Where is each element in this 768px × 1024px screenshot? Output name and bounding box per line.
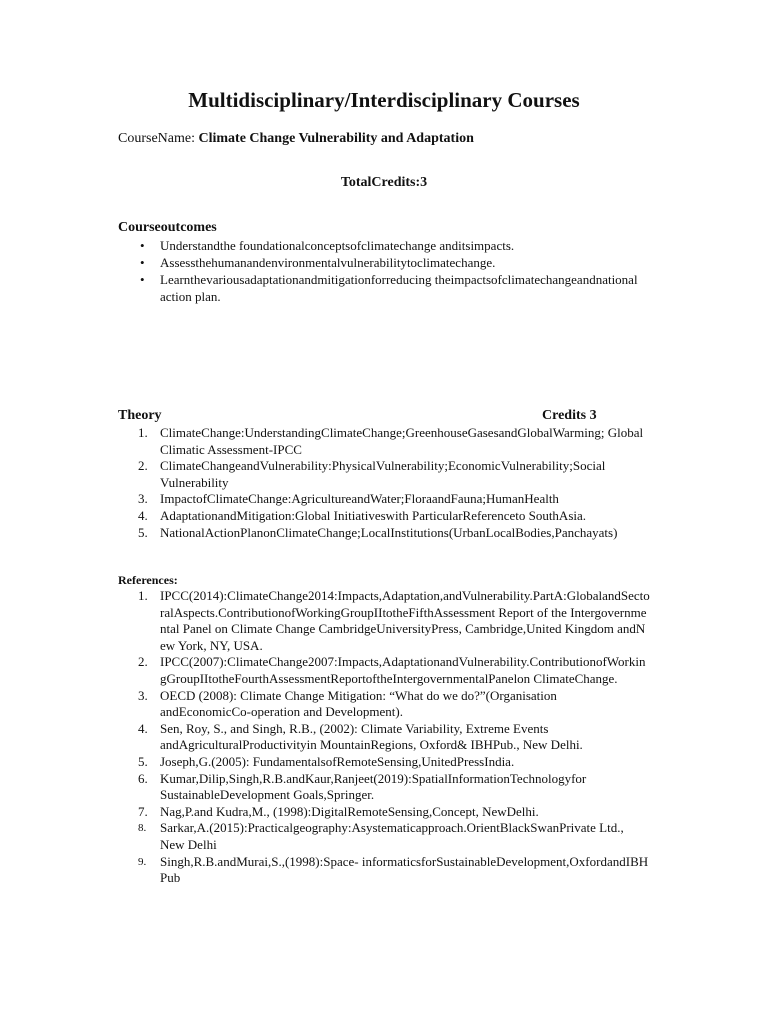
item-number: 6. [138, 770, 148, 786]
item-number: 8. [138, 822, 147, 835]
list-item [118, 458, 650, 491]
theory-list [118, 425, 650, 541]
item-text: NationalActionPlanonClimateChange;LocalInstitutions(UrbanLocalBodies,Panchayats) [160, 524, 618, 540]
item-text: ClimateChangeandVulnerability:PhysicalVulnerability;EconomicVulnerability;Social Vulnerability [160, 458, 606, 490]
theory-heading: Theory [118, 408, 162, 423]
list-item [118, 525, 650, 542]
item-text: Joseph,G.(2005): FundamentalsofRemoteSensing,UnitedPressIndia. [160, 753, 515, 769]
list-item [118, 688, 650, 721]
outcome-text: Understandthe foundationalconceptsofclimatechange anditsimpacts. [160, 238, 515, 253]
theory-credits: Credits 3 [542, 408, 597, 423]
list-item [118, 804, 650, 821]
list-item [118, 237, 650, 254]
item-text: ImpactofClimateChange:AgricultureandWater;FloraandFauna;HumanHealth [160, 491, 559, 507]
list-item [118, 425, 650, 458]
item-text: IPCC(2014):ClimateChange2014:Impacts,Adaptation,andVulnerability.PartA:GlobalandSectoralAspects.ContributionofWorkingGroupIItotheFifthAssessment Report of the Intergovernmental Panel on Climate Change CambridgeUniversityPress, Cambridge,United Kingdom andNew York, NY, USA. [160, 588, 650, 653]
item-text: OECD (2008): Climate Change Mitigation: “What do we do?”(Organisation andEconomicCo-operation and Development). [160, 687, 557, 720]
outcomes-list [118, 237, 650, 305]
item-text: AdaptationandMitigation:Global Initiativeswith ParticularReferenceto SouthAsia. [160, 507, 587, 523]
item-text: ClimateChange:UnderstandingClimateChange;GreenhouseGasesandGlobalWarming; Global Climatic Assessment-IPCC [160, 425, 644, 457]
list-item [118, 854, 650, 887]
outcomes-heading: Courseoutcomes [118, 220, 217, 235]
page-title: Multidisciplinary/Interdisciplinary Courses [188, 88, 580, 112]
list-item [118, 820, 650, 853]
item-number: 5. [138, 524, 148, 540]
list-item [118, 654, 650, 687]
list-item [118, 588, 650, 654]
item-text: Sarkar,A.(2015):Practicalgeography:Asystematicapproach.OrientBlackSwanPrivate Ltd., New Delhi [160, 820, 624, 852]
item-number: 5. [138, 753, 148, 769]
bullet-icon: • [140, 272, 145, 287]
item-text: Nag,P.and Kudra,M., (1998):DigitalRemoteSensing,Concept, NewDelhi. [160, 803, 539, 819]
bullet-icon: • [140, 255, 145, 270]
references-heading: References: [118, 573, 178, 587]
item-number: 2. [138, 458, 148, 474]
list-item [118, 771, 650, 804]
item-number: 4. [138, 720, 148, 736]
list-item [118, 491, 650, 508]
list-item [118, 271, 650, 305]
outcome-text: Assessthehumanandenvironmentalvulnerabilitytoclimatechange. [160, 255, 496, 270]
item-text: Kumar,Dilip,Singh,R.B.andKaur,Ranjeet(2019):SpatialInformationTechnologyfor SustainableDevelopment Goals,Springer. [160, 770, 587, 803]
item-number: 3. [138, 491, 148, 507]
item-text: Sen, Roy, S., and Singh, R.B., (2002): Climate Variability, Extreme Events andAgriculturalProductivityin MountainRegions, Oxford& IBHPub., New Delhi. [160, 720, 583, 753]
list-item [118, 254, 650, 271]
item-number: 9. [138, 855, 147, 868]
course-name-value: Climate Change Vulnerability and Adaptation [198, 131, 474, 146]
total-credits: TotalCredits:3 [340, 175, 428, 190]
item-number: 1. [138, 425, 148, 440]
list-item [118, 721, 650, 754]
references-list [118, 588, 650, 887]
list-item [118, 508, 650, 525]
item-number: 4. [138, 507, 148, 523]
item-number: 3. [138, 687, 148, 703]
course-name-line [118, 131, 474, 147]
bullet-icon: • [140, 238, 145, 253]
item-number: 1. [138, 588, 148, 603]
course-name-label: CourseName: [118, 131, 199, 146]
theory-heading-row [118, 408, 650, 424]
list-item [118, 754, 650, 771]
item-text: Singh,R.B.andMurai,S.,(1998):Space- informaticsforSustainableDevelopment,OxfordandIBH Pub [160, 853, 649, 886]
outcome-text: Learnthevariousadaptationandmitigationforreducing theimpactsofclimatechangeandnational action plan. [160, 272, 638, 304]
item-number: 2. [138, 654, 148, 670]
item-number: 7. [138, 803, 148, 819]
item-text: IPCC(2007):ClimateChange2007:Impacts,AdaptationandVulnerability.ContributionofWorkingGroupIItotheFourthAssessmentReportoftheIntergovernmentalPanelon ClimateChange. [160, 654, 646, 686]
